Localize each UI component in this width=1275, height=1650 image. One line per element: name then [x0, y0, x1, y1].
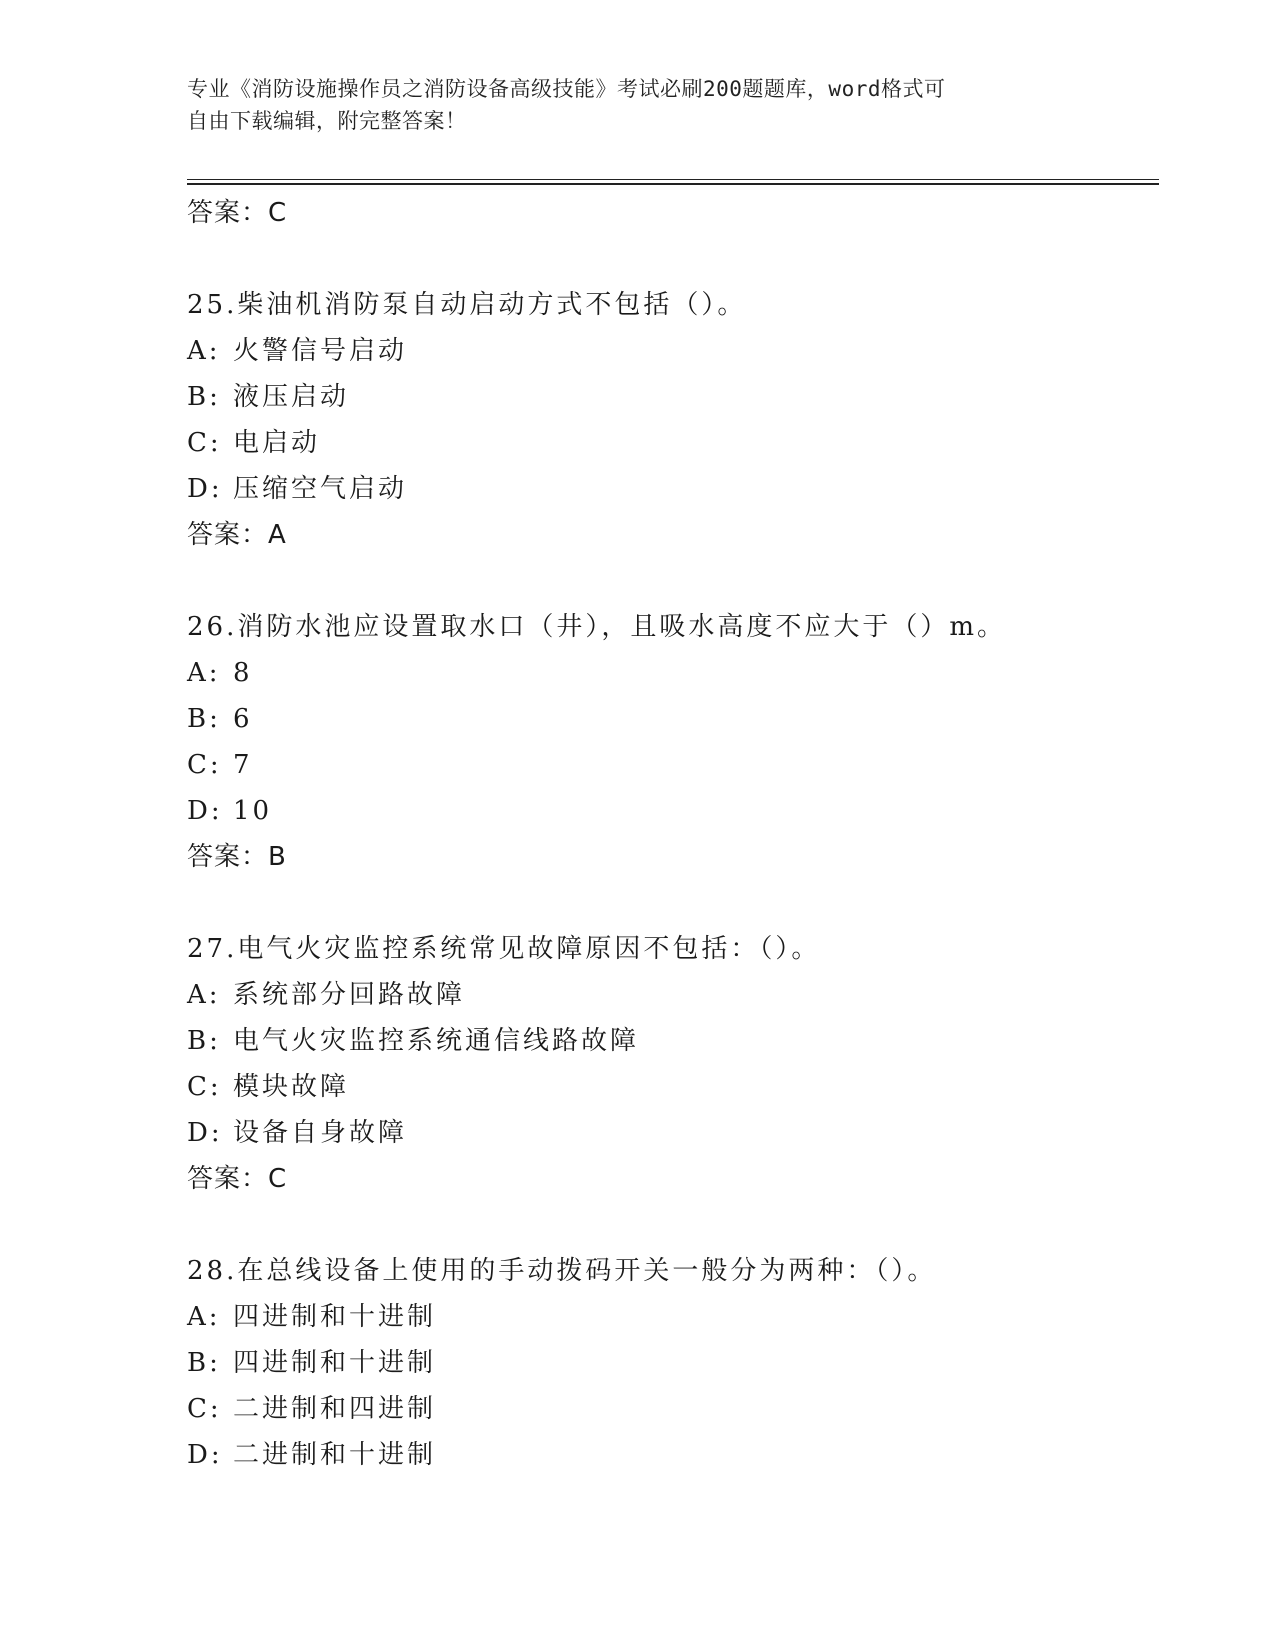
question-stem: 27.电气火灾监控系统常见故障原因不包括：（）。: [187, 934, 821, 964]
question-option: [187, 374, 1147, 420]
header-divider-thick: [187, 183, 1159, 185]
option-key: D:: [187, 1440, 223, 1470]
option-text: 液压启动: [233, 382, 350, 412]
option-key: B:: [187, 1026, 221, 1056]
question-option: [187, 1294, 1147, 1340]
question-stem: 26.消防水池应设置取水口（井），且吸水高度不应大于（）m。: [187, 612, 1007, 642]
option-text: 压缩空气启动: [233, 474, 408, 504]
question-spacer: [187, 1202, 1147, 1248]
question-list: [187, 190, 1147, 1478]
question-option: [187, 696, 1147, 742]
question-option: [187, 1064, 1147, 1110]
question-option: [187, 1432, 1147, 1478]
option-key: A:: [187, 980, 221, 1010]
option-key: B:: [187, 1348, 221, 1378]
header-line-1: 专业《消防设施操作员之消防设备高级技能》考试必刷200题题库，word格式可: [187, 77, 946, 101]
option-key: D:: [187, 474, 223, 504]
question-option: [187, 650, 1147, 696]
option-text: 火警信号启动: [233, 336, 408, 366]
question-spacer: [187, 236, 1147, 282]
option-text: 四进制和十进制: [233, 1348, 437, 1378]
header-divider-thin: [187, 179, 1159, 180]
option-key: A:: [187, 336, 221, 366]
option-text: 电启动: [233, 428, 321, 458]
option-key: C:: [187, 1072, 222, 1102]
option-text: 6: [233, 704, 253, 734]
question-option: [187, 420, 1147, 466]
question-option: [187, 788, 1147, 834]
question-option: [187, 328, 1147, 374]
option-text: 10: [233, 796, 273, 826]
option-text: 模块故障: [233, 1072, 350, 1102]
question-stem: 25.柴油机消防泵自动启动方式不包括（）。: [187, 290, 747, 320]
question-spacer: [187, 558, 1147, 604]
question-option: [187, 742, 1147, 788]
option-key: B:: [187, 382, 221, 412]
document-header: [187, 73, 1087, 137]
option-text: 系统部分回路故障: [233, 980, 466, 1010]
answer-line: 答案：A: [187, 520, 287, 550]
option-text: 7: [233, 750, 253, 780]
header-line-2: 自由下载编辑，附完整答案！: [187, 109, 467, 133]
question-spacer: [187, 880, 1147, 926]
question-option: [187, 972, 1147, 1018]
question-option: [187, 466, 1147, 512]
option-text: 设备自身故障: [233, 1118, 408, 1148]
option-key: A:: [187, 1302, 221, 1332]
question-option: [187, 1340, 1147, 1386]
answer-line: 答案：B: [187, 842, 287, 872]
option-key: C:: [187, 1394, 222, 1424]
option-text: 二进制和十进制: [233, 1440, 437, 1470]
option-text: 8: [233, 658, 253, 688]
option-key: D:: [187, 1118, 223, 1148]
answer-line: 答案：C: [187, 1164, 288, 1194]
answer-line: 答案：C: [187, 198, 288, 228]
question-stem: 28.在总线设备上使用的手动拨码开关一般分为两种：（）。: [187, 1256, 937, 1286]
option-key: C:: [187, 428, 222, 458]
option-text: 电气火灾监控系统通信线路故障: [233, 1026, 640, 1056]
option-text: 二进制和四进制: [233, 1394, 437, 1424]
option-key: B:: [187, 704, 221, 734]
question-option: [187, 1018, 1147, 1064]
option-key: D:: [187, 796, 223, 826]
question-option: [187, 1386, 1147, 1432]
option-key: C:: [187, 750, 222, 780]
option-key: A:: [187, 658, 221, 688]
option-text: 四进制和十进制: [233, 1302, 437, 1332]
question-option: [187, 1110, 1147, 1156]
